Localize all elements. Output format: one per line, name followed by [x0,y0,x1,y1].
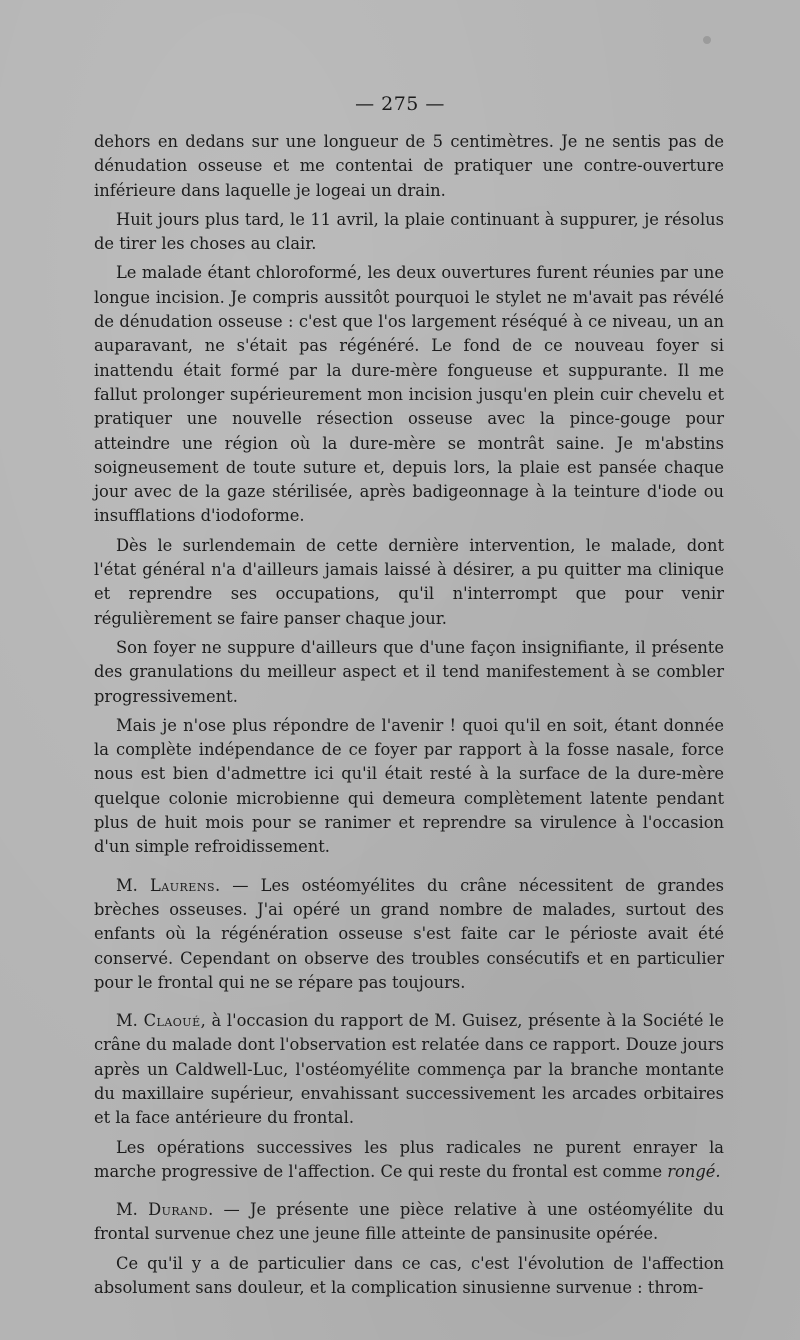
paragraph-claoue-text: , à l'occasion du rapport de M. Guisez, présente à la Société le crâne du malade dont l'observation est relatée dans ce rapport. Douze jours après un Caldwell-Luc, l'ostéomyélite commença par la branche montante du maxillaire supérieur, envahissant successivement les arcades orbitaires et la face antérieure du frontal. [94,1011,724,1128]
paragraph-2: Huit jours plus tard, le 11 avril, la plaie continuant à suppurer, je résolus de tirer les choses au clair. [94,209,724,254]
speaker-prefix: M. [116,1200,138,1220]
speaker-name-durand: Durand [148,1200,209,1220]
paragraph-operations [94,1136,724,1185]
paragraph-3: Le malade étant chloroformé, les deux ouvertures furent réunies par une longue incision. Je compris aussitôt pourquoi le stylet ne m'avait pas révélé de dénudation osseuse : c'est que l'os largement réséqué à ce niveau, un an auparavant, ne s'était pas régénéré. Le fond de ce nouveau foyer si inattendu était formé par la dure-mère fongueuse et suppurante. Il me fallut prolonger supérieurement mon incision jusqu'en plein cuir chevelu et pratiquer une nouvelle résection osseuse avec la pince-gouge pour atteindre une région où la dure-mère se montrât saine. Je m'abstins soigneusement de toute suture et, depuis lors, la plaie est pansée chaque jour avec de la gaze stérilisée, après badigeonnage à la teinture d'iode ou insufflations d'iodoforme. [94,263,724,526]
paragraph-6: Mais je n'ose plus répondre de l'avenir ! quoi qu'il en soit, étant donnée la complète indépendance de ce foyer par rapport à la fosse nasale, force nous est bien d'admettre ici qu'il était resté à la surface de la dure-mère quelque colonie microbienne qui demeura complètement latente pendant plus de huit mois pour se ranimer et reprendre sa virulence à l'occasion d'un simple refroidissement. [94,715,724,857]
paragraph-claoue [94,1009,724,1130]
paragraph-last: Ce qu'il y a de particulier dans ce cas, c'est l'évolution de l'affection absolument sans douleur, et la complication sinusienne survenue : throm- [94,1253,724,1298]
paragraph-durand-text: . — Je présente une pièce relative à une ostéomyélite du frontal survenue chez une jeune fille atteinte de pansinusite opérée. [94,1200,724,1244]
page-number: — 275 — [355,93,445,115]
paragraph-1: dehors en dedans sur une longueur de 5 centimètres. Je ne sentis pas de dénudation osseuse et me contentai de pratiquer une contre-ouverture inférieure dans laquelle je logeai un drain. [94,132,724,200]
speaker-prefix: M. [116,1011,138,1031]
paragraph-5: Son foyer ne suppure d'ailleurs que d'une façon insignifiante, il présente des granulations du meilleur aspect et il tend manifestement à se combler progressivement. [94,637,724,706]
paragraph-operations-text: Les opérations successives les plus radicales ne purent enrayer la marche progressive de l'affection. Ce qui reste du frontal est comme [94,1137,724,1181]
paragraph-laurens-text: . — Les ostéomyélites du crâne nécessitent de grandes brèches osseuses. J'ai opéré un grand nombre de malades, surtout des enfants où la régénération osseuse s'est faite car le périoste avait été conservé. Cependant on observe des troubles consécutifs et en particulier pour le frontal qui ne se répare pas toujours. [94,875,724,992]
paper-spot [703,36,711,44]
speaker-prefix: M. [116,875,138,895]
speaker-name-claoue: Claoué [143,1011,201,1031]
paragraph-4: Dès le surlendemain de cette dernière intervention, le malade, dont l'état général n'a d'ailleurs jamais laissé à désirer, a pu quitter ma clinique et reprendre ses occupations, qu'il n'interrompt que pour venir régulièrement se faire panser chaque jour. [94,535,724,628]
italic-word: rongé. [667,1161,721,1181]
paragraph-laurens [94,874,724,995]
body-text [94,130,724,1305]
speaker-name-laurens: Laurens [149,875,215,895]
paragraph-durand [94,1198,724,1247]
